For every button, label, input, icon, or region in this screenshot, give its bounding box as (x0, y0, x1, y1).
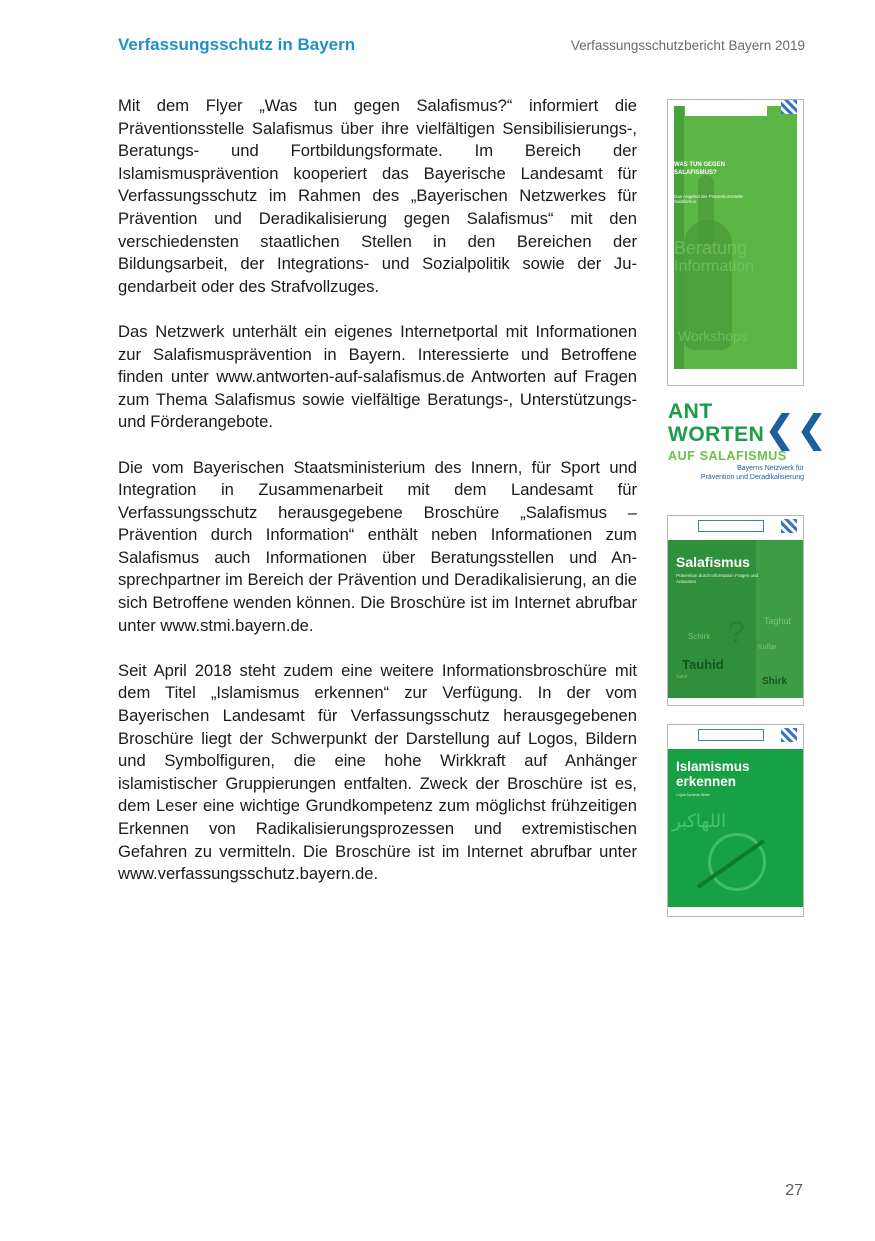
brochure-term: Kuffar (758, 644, 777, 651)
logo-tagline: Bayerns Netzwerk für (737, 465, 804, 472)
brochure-salafismus-image (667, 515, 804, 706)
running-header-report: Verfassungsschutzbericht Bayern 2019 (570, 38, 805, 53)
paragraph: Das Netzwerk unterhält ein eigenes Internetportal mit Informationen zur Salafismusprävention in Bayern. Interessierte und Betroffene finden unter www.antworten-auf-salafismus.de Antworten auf Fragen zum Thema Salafismus sowie vielfältige Beratungs-, Unterstützungs- und Förderangebote. (118, 321, 637, 432)
logo-line: ANT (668, 400, 713, 423)
brochure-islamismus-erkennen-image (667, 724, 804, 917)
bavarian-crest-icon (781, 519, 797, 533)
flyer-was-tun-gegen-salafismus-image (667, 99, 804, 386)
question-mark-graphic: ? (728, 616, 745, 649)
bavarian-crest-icon (781, 100, 797, 114)
paragraph: Mit dem Flyer „Was tun gegen Salafismus?“ informiert die Präventionsstelle Salafismus über ihre vielfältigen Sensibilisierungs-, Beratungs- und Fortbildungsformate. Im Bereich der Islamismusprävention kooperiert das Bayerische Landesamt für Verfassungsschutz im Rahmen des „Bayerischen Netzwerkes für Prävention und Deradikalisierung gegen Salafismus“ mit den verschiedensten staatlichen Stellen in den Bereichen der Bildungsarbeit, der Integrations- und Sozialpolitik sowie der Jugendarbeit oder des Strafvollzuges. (118, 96, 637, 296)
brochure-publisher-badge (698, 520, 764, 532)
brochure-term: Schirk (688, 632, 711, 641)
paragraph: Seit April 2018 steht zudem eine weitere Informationsbroschüre mit dem Titel „Islamismus erkennen“ zur Verfügung. In der vom Bayerischen Landesamt für Verfassungsschutz herausgegebenen Broschüre liegt der Schwerpunkt der Darstellung auf Logos, Bildern und Symbolfiguren, die eine hohe Wirkkraft auf Anhänger islamistischer Gruppierungen entfalten. Zweck der Broschüre ist es, dem Leser eine wichtige Grundkompetenz zum möglichst frühzeitigen Erkennen von Radikalisierungsprozessen und extremistischen Gefahren zu vermitteln. Die Broschüre ist im Internet abrufbar unter www.verfassungsschutz.bayern.de. (118, 660, 637, 884)
flyer-word: Beratung (674, 238, 748, 258)
logo-line: AUF SALAFISMUS (668, 449, 787, 463)
brochure-title: Salafismus (676, 554, 750, 570)
brochure-title-line: Islamismus (676, 759, 750, 774)
flyer-title: WAS TUN GEGEN SALAFISMUS? (674, 162, 726, 176)
arabic-script-graphic: اللهاكبر (672, 811, 727, 831)
body-text (118, 95, 637, 908)
page-number: 27 (785, 1182, 803, 1199)
brochure-term: Salaf (676, 674, 688, 680)
brochure-term: Taghut (764, 616, 792, 626)
flyer-word: Workshops (678, 328, 748, 344)
brochure-subtitle: Prävention durch Information Fragen und Antworten (676, 573, 759, 584)
logo-tagline: Prävention und Deradikalisierung (700, 474, 804, 481)
flyer-subtitle: Das Angebot der Präventionsstelle Salafismus (674, 194, 744, 204)
flyer-word: Information (674, 258, 755, 275)
brochure-footer (668, 905, 803, 914)
bavarian-crest-icon (781, 728, 797, 742)
brochure-title-line: erkennen (676, 774, 737, 789)
brochure-publisher-badge (698, 729, 764, 741)
brochure-subtitle: Logos Symbole Bilder (676, 793, 711, 797)
paragraph: Die vom Bayerischen Staatsministerium des Innern, für Sport und Integration in Zusammenarbeit mit dem Landesamt für Verfassungsschutz herausgegebene Broschüre „Salafismus – Prävention durch Information“ enthält neben Informationen zum Salafismus auch Informationen über Beratungsstellen und Ansprechpartner im Bereich der Prävention und Deradikalisierung, an die sich Betroffene wenden können. Die Broschüre ist im Internet abrufbar unter www.stmi.bayern.de. (118, 457, 637, 635)
brochure-title (676, 759, 750, 789)
flyer-publisher-badge (685, 102, 767, 116)
logo-line: WORTEN (668, 423, 765, 446)
running-header-section: Verfassungsschutz in Bayern (118, 35, 356, 54)
double-chevron-icon: ❮❮ (764, 407, 828, 451)
antworten-auf-salafismus-logo (668, 400, 828, 500)
brochure-term: Tauhid (682, 657, 724, 672)
brochure-term: Shirk (762, 676, 788, 687)
flyer-footer (674, 372, 797, 382)
